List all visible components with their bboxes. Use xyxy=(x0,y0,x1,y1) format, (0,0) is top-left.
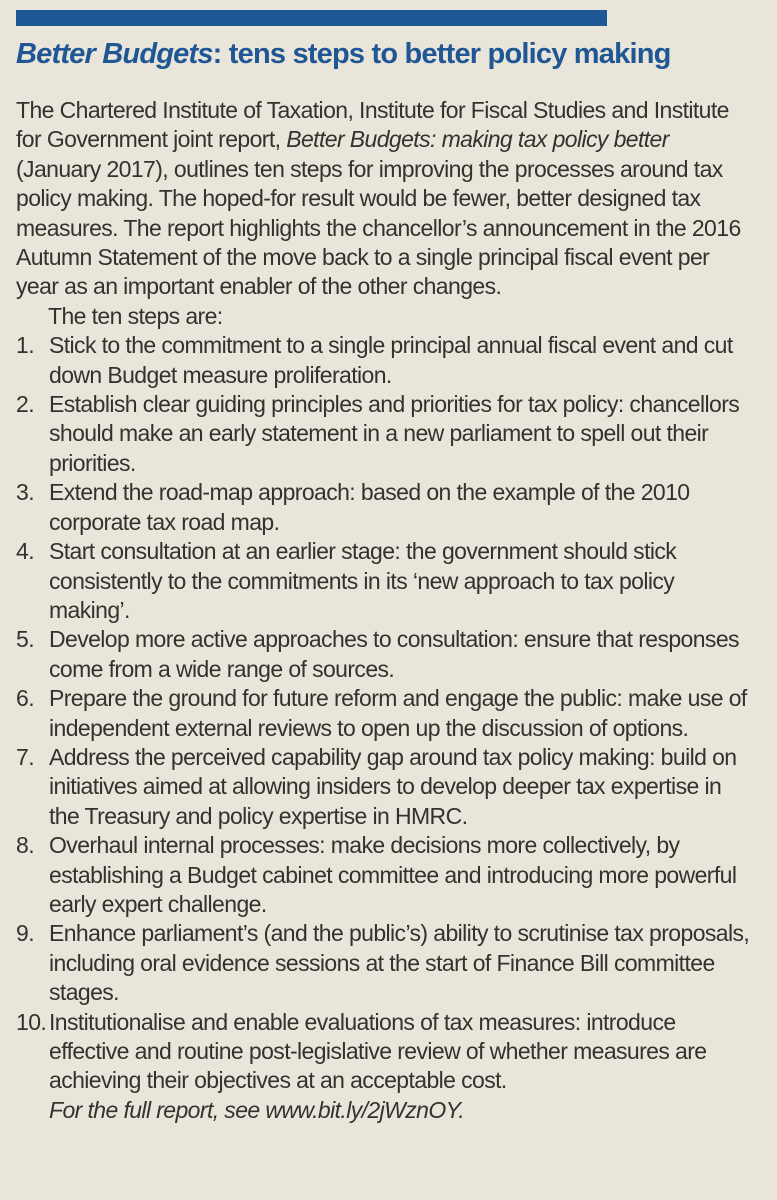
step-text: Extend the road-map approach: based on the example of the 2010 corporate tax road map. xyxy=(49,479,690,535)
heading-rule-bar xyxy=(16,10,607,26)
step-text: Prepare the ground for future reform and engage the public: make use of independent external reviews to open up the discussion of options. xyxy=(49,685,747,741)
step-text: Establish clear guiding principles and priorities for tax policy: chancellors should make an early statement in a new parliament to spell out their priorities. xyxy=(49,391,740,476)
intro-report-title: Better Budgets: making tax policy better xyxy=(286,126,669,153)
step-number: 4. xyxy=(16,538,34,565)
step-item-9 xyxy=(16,919,757,1007)
step-number: 9. xyxy=(16,920,34,947)
step-text xyxy=(49,1008,757,1126)
step-text: Develop more active approaches to consultation: ensure that responses come from a wide range of sources. xyxy=(49,626,739,682)
intro-text-pre: The Chartered Institute of Taxation, Institute for Fiscal Studies and Institute for Government joint report, xyxy=(16,97,729,153)
step-text: Start consultation at an earlier stage: the government should stick consistently to the commitments in its ‘new approach to tax policy making’. xyxy=(49,538,677,623)
steps-list xyxy=(16,331,757,1125)
step-item-8 xyxy=(16,831,757,919)
step-item-3 xyxy=(16,478,757,537)
step-text: Overhaul internal processes: make decisions more collectively, by establishing a Budget cabinet committee and introducing more powerful early expert challenge. xyxy=(49,832,737,917)
page-title-report-name: Better Budgets xyxy=(16,38,213,70)
page-title xyxy=(16,38,757,70)
step-text: Enhance parliament’s (and the public’s) ability to scrutinise tax proposals, including oral evidence sessions at the start of Finance Bill committee stages. xyxy=(49,920,750,1006)
step-number: 1. xyxy=(16,332,34,359)
step-item-10 xyxy=(16,1008,757,1126)
step-number: 7. xyxy=(16,743,34,770)
step-number: 8. xyxy=(16,832,34,859)
page-title-rest: : tens steps to better policy making xyxy=(212,38,671,70)
step-item-7 xyxy=(16,743,757,831)
step-item-2 xyxy=(16,390,757,478)
intro-paragraph xyxy=(16,96,757,302)
footnote-full-report: For the full report, see www.bit.ly/2jWznOY. xyxy=(49,1096,465,1123)
step-number: 2. xyxy=(16,391,34,418)
step-item-1 xyxy=(16,331,757,390)
step-number: 10. xyxy=(16,1008,47,1035)
article-body xyxy=(16,96,757,1125)
step-text: Stick to the commitment to a single principal annual fiscal event and cut down Budget measure proliferation. xyxy=(49,332,733,388)
list-lead: The ten steps are: xyxy=(48,302,223,329)
step-number: 6. xyxy=(16,685,34,712)
step-number: 3. xyxy=(16,479,34,506)
step-text: Address the perceived capability gap around tax policy making: build on initiatives aimed at allowing insiders to develop deeper tax expertise in the Treasury and policy expertise in HMRC. xyxy=(49,743,737,829)
intro-text-post: (January 2017), outlines ten steps for improving the processes around tax policy making. The hoped-for result would be fewer, better designed tax measures. The report highlights the chancellor’s announcement in the 2016 Autumn Statement of the move back to a single principal fiscal event per year as an important enabler of the other changes. xyxy=(16,155,741,300)
step-item-5 xyxy=(16,625,757,684)
step-item-4 xyxy=(16,537,757,625)
step-text-content: Institutionalise and enable evaluations of tax measures: introduce effective and routine post-legislative review of whether measures are achieving their objectives at an acceptable cost. xyxy=(49,1008,707,1094)
step-number: 5. xyxy=(16,626,34,653)
step-item-6 xyxy=(16,684,757,743)
